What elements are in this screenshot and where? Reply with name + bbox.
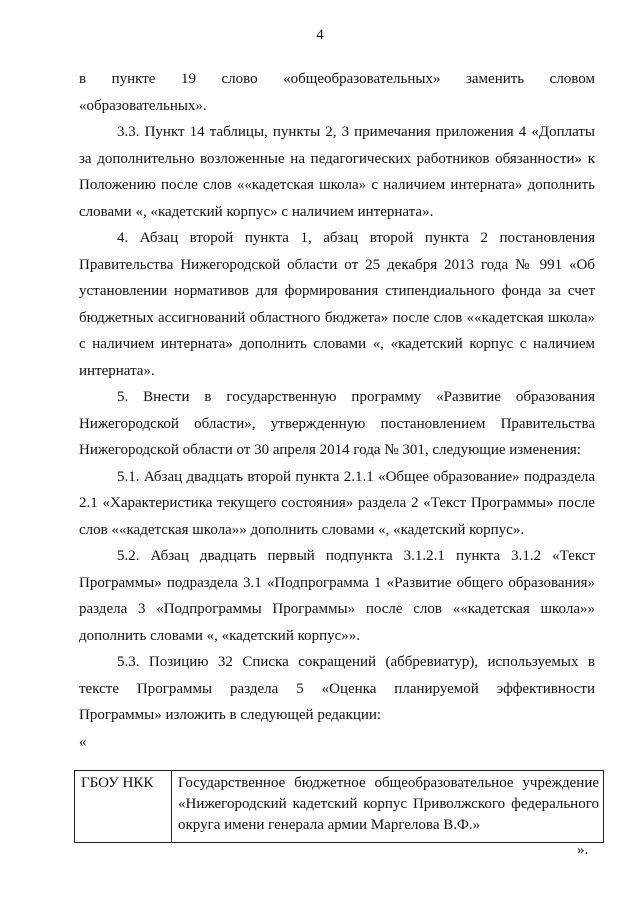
abbreviation-description: Государственное бюджетное общеобразовательное учреждение «Нижегородский кадетский корпус Приволжского федерального округа имени генерала армии Маргелова В.Ф.» — [172, 771, 604, 843]
paragraph-5-1: 5.1. Абзац двадцать второй пункта 2.1.1 «Общее образование» подраздела 2.1 «Характеристика текущего состояния» раздела 2 «Текст Программы» после слов ««кадетская школа»» дополнить словами «, «кадетский корпус». — [79, 468, 595, 538]
page-number: 4 — [316, 27, 324, 43]
table-row — [75, 771, 604, 843]
abbreviation-code: ГБОУ НКК — [75, 771, 172, 843]
paragraph-3-3: 3.3. Пункт 14 таблицы, пункты 2, 3 примечания приложения 4 «Доплаты за дополнительно возложенные на педагогических работников обязанности» к Положению после слов ««кадетская школа» с наличием интерната» дополнить словами «, «кадетский корпус» с наличием интерната». — [79, 124, 595, 220]
document-body — [79, 66, 595, 755]
abbreviation-table — [74, 770, 604, 843]
paragraph-5-2: 5.2. Абзац двадцать первый подпункта 3.1.2.1 пункта 3.1.2 «Текст Программы» подраздела 3.1 «Подпрограмма 1 «Развитие общего образования» раздела 3 «Подпрограммы Программы» после слов ««кадетская школа»» дополнить словами «, «кадетский корпус»». — [79, 548, 595, 644]
opening-quote: « — [79, 733, 87, 750]
closing-quote: ». — [577, 842, 589, 858]
paragraph-1: в пункте 19 слово «общеобразовательных» заменить словом «образовательных». — [79, 71, 595, 114]
paragraph-4: 4. Абзац второй пункта 1, абзац второй пункта 2 постановления Правительства Нижегородской области от 25 декабря 2013 года № 991 «Об установлении нормативов для формирования стипендиального фонда за счет бюджетных ассигнований областного бюджета» после слов ««кадетская школа» с наличием интерната» дополнить словами «, «кадетский корпус с наличием интерната». — [79, 230, 595, 379]
paragraph-5: 5. Внести в государственную программу «Развитие образования Нижегородской области», утвержденную постановлением Правительства Нижегородской области от 30 апреля 2014 года № 301, следующие изменения: — [79, 389, 595, 458]
paragraph-5-3: 5.3. Позицию 32 Списка сокращений (аббревиатур), используемых в тексте Программы раздела 5 «Оценка планируемой эффективности Программы» изложить в следующей редакции: — [79, 654, 595, 723]
